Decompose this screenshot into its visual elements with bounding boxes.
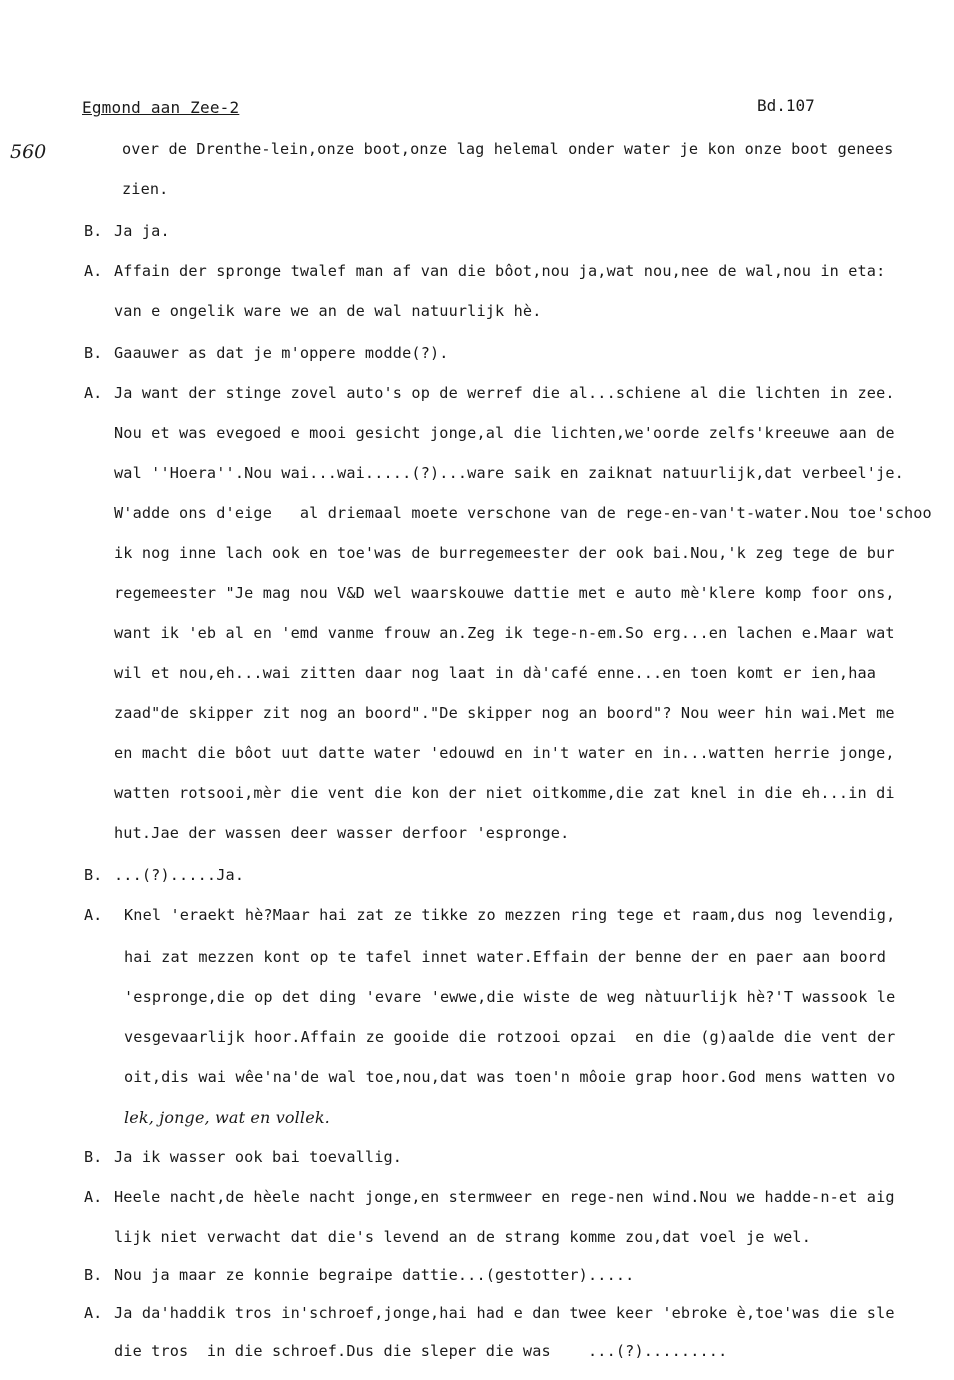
speaker-label: A. bbox=[84, 384, 103, 402]
transcript-line: lek, jonge, wat en vollek. bbox=[124, 1108, 330, 1127]
transcript-line: regemeester "Je mag nou V&D wel waarskouwe dattie met e auto mè'klere komp foor ons, bbox=[114, 584, 895, 602]
speaker-label: A. bbox=[84, 262, 103, 280]
speaker-label: A. bbox=[84, 906, 103, 924]
speaker-label: B. bbox=[84, 222, 103, 240]
speaker-label: A. bbox=[84, 1304, 103, 1322]
transcript-line: hai zat mezzen kont op te tafel innet water.Effain der benne der en paer aan boord bbox=[124, 948, 887, 966]
transcript-line: Nou ja maar ze konnie begraipe dattie...(gestotter)..... bbox=[114, 1266, 635, 1284]
transcript-line: Heele nacht,de hèele nacht jonge,en stermweer en rege-nen wind.Nou we hadde-n-et aig bbox=[114, 1188, 895, 1206]
transcript-line: Affain der spronge twalef man af van die bôot,nou ja,wat nou,nee de wal,nou in eta: bbox=[114, 262, 886, 280]
margin-line-number: 560 bbox=[10, 141, 47, 163]
transcript-line: zien. bbox=[122, 180, 169, 198]
transcript-line: wal ''Hoera''.Nou wai...wai.....(?)...ware saik en zaiknat natuurlijk,dat verbeel'je. bbox=[114, 464, 904, 482]
transcript-line: 'espronge,die op det ding 'evare 'ewwe,die wiste de weg nàtuurlijk hè?'T wassook le bbox=[124, 988, 896, 1006]
transcript-line: van e ongelik ware we an de wal natuurlijk hè. bbox=[114, 302, 542, 320]
transcript-line: en macht die bôot uut datte water 'edouwd en in't water en in...watten herrie jonge, bbox=[114, 744, 895, 762]
page-header-volume: Bd.107 bbox=[757, 96, 815, 115]
speaker-label: A. bbox=[84, 1188, 103, 1206]
transcript-line: Ja want der stinge zovel auto's op de werref die al...schiene al die lichten in zee. bbox=[114, 384, 895, 402]
transcript-line: ...(?).....Ja. bbox=[114, 866, 245, 884]
speaker-label: B. bbox=[84, 344, 103, 362]
transcript-line: vesgevaarlijk hoor.Affain ze gooide die rotzooi opzai en die (g)aalde die vent der bbox=[124, 1028, 896, 1046]
transcript-line: Gaauwer as dat je m'oppere modde(?). bbox=[114, 344, 449, 362]
page-header-location: Egmond aan Zee-2 bbox=[82, 98, 240, 117]
speaker-label: B. bbox=[84, 866, 103, 884]
transcript-line: zaad"de skipper zit nog an boord"."De skipper nog an boord"? Nou weer hin wai.Met me bbox=[114, 704, 895, 722]
speaker-label: B. bbox=[84, 1148, 103, 1166]
transcript-line: Ja ja. bbox=[114, 222, 170, 240]
transcript-line: oit,dis wai wêe'na'de wal toe,nou,dat was toen'n môoie grap hoor.God mens watten vo bbox=[124, 1068, 896, 1086]
transcript-line: Ja da'haddik tros in'schroef,jonge,hai had e dan twee keer 'ebroke è,toe'was die sle bbox=[114, 1304, 895, 1322]
transcript-line: lijk niet verwacht dat die's levend an de strang komme zou,dat voel je wel. bbox=[114, 1228, 812, 1246]
transcript-line: over de Drenthe-lein,onze boot,onze lag helemal onder water je kon onze boot genees bbox=[122, 140, 894, 158]
transcript-line: hut.Jae der wassen deer wasser derfoor 'espronge. bbox=[114, 824, 570, 842]
transcript-line: Nou et was evegoed e mooi gesicht jonge,al die lichten,we'oorde zelfs'kreeuwe aan de bbox=[114, 424, 895, 442]
transcript-line: want ik 'eb al en 'emd vanme frouw an.Zeg ik tege-n-em.So erg...en lachen e.Maar wat bbox=[114, 624, 895, 642]
transcript-line: Ja ik wasser ook bai toevallig. bbox=[114, 1148, 403, 1166]
transcript-line: wil et nou,eh...wai zitten daar nog laat in dà'café enne...en toen komt er ien,haa bbox=[114, 664, 877, 682]
transcript-line: watten rotsooi,mèr die vent die kon der niet oitkomme,die zat knel in die eh...in di bbox=[114, 784, 895, 802]
transcript-line: die tros in die schroef.Dus die sleper die was ...(?)......... bbox=[114, 1342, 728, 1360]
transcript-line: W'adde ons d'eige al driemaal moete verschone van de rege-en-van't-water.Nou toe'schoo bbox=[114, 504, 932, 522]
transcript-line: Knel 'eraekt hè?Maar hai zat ze tikke zo mezzen ring tege et raam,dus nog levendig, bbox=[124, 906, 896, 924]
transcript-line: ik nog inne lach ook en toe'was de burregemeester der ook bai.Nou,'k zeg tege de bur bbox=[114, 544, 895, 562]
speaker-label: B. bbox=[84, 1266, 103, 1284]
